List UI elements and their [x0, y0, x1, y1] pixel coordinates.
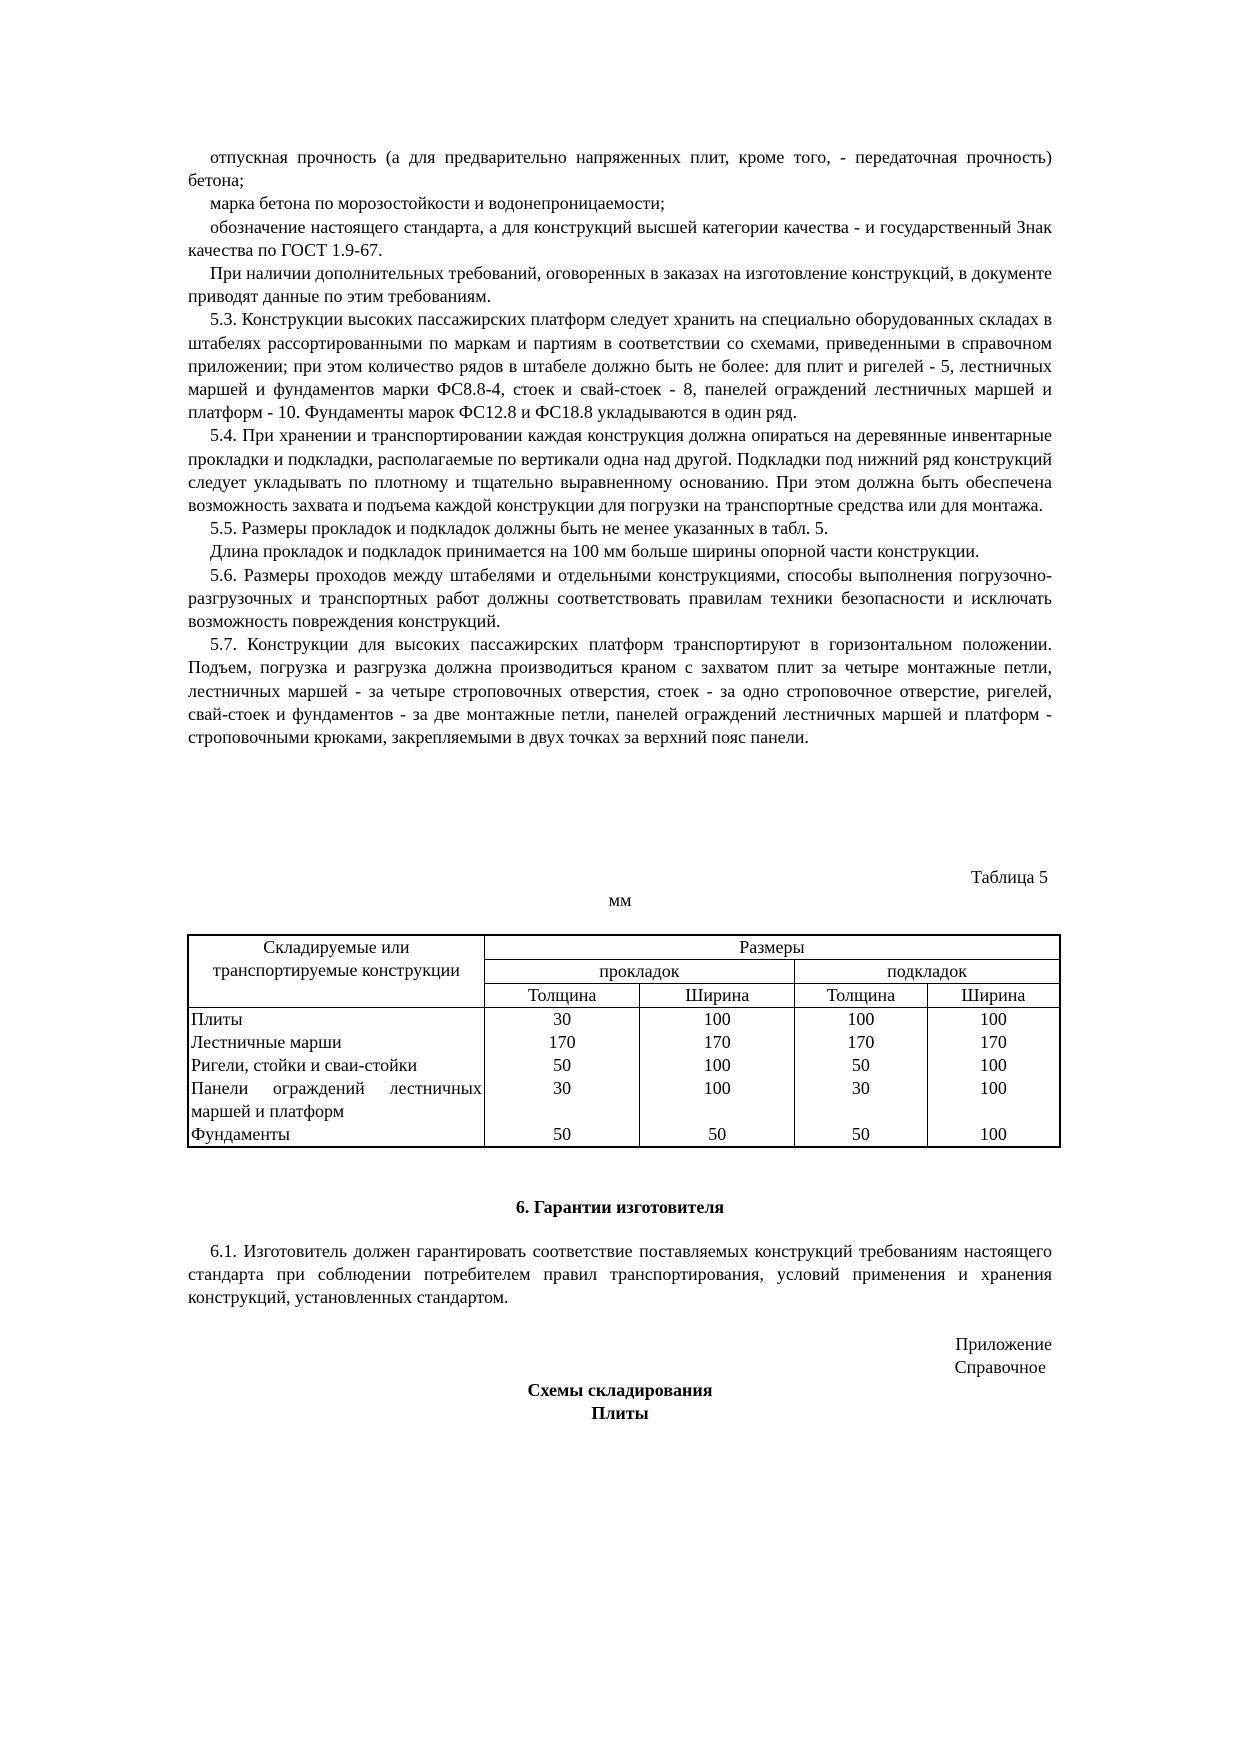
header-thickness: Толщина: [484, 984, 640, 1008]
header-sizes: Размеры: [484, 935, 1060, 960]
paragraph: 5.6. Размеры проходов между штабелями и отдельными конструкциями, способы выполнения погрузочно-разгрузочных и транспортных работ должны соответствовать правилам техники безопасности и исключать возможность повреждения конструкций.: [188, 564, 1052, 632]
appendix-label: Приложение: [955, 1334, 1052, 1354]
paragraph: 5.5. Размеры прокладок и подкладок должны быть не менее указанных в табл. 5.: [210, 518, 829, 539]
cell: 30: [484, 1008, 640, 1032]
cell: 50: [484, 1123, 640, 1147]
body-text: [188, 146, 1052, 749]
paragraph: Длина прокладок и подкладок принимается на 100 мм больше ширины опорной части конструкции.: [210, 541, 980, 562]
paragraph: отпускная прочность (а для предварительно напряженных плит, кроме того, - передаточная прочность) бетона;: [188, 147, 1052, 191]
cell: 170: [795, 1031, 928, 1054]
cell: 170: [484, 1031, 640, 1054]
section-text: [188, 1240, 1052, 1310]
header-width: Ширина: [640, 984, 795, 1008]
cell: 100: [927, 1123, 1060, 1147]
table-row: [188, 1077, 1060, 1123]
cell: 100: [927, 1008, 1060, 1032]
cell: 100: [640, 1077, 795, 1123]
dimensions-table: [187, 934, 1061, 1148]
header-podkladki: подкладок: [795, 960, 1060, 984]
cell-name: Ригели, стойки и сваи-стойки: [188, 1054, 484, 1077]
cell-name: Лестничные марши: [188, 1031, 484, 1054]
table-unit: мм: [608, 890, 632, 910]
cell: 50: [795, 1123, 928, 1147]
table-row: [188, 1031, 1060, 1054]
table-row: [188, 1123, 1060, 1147]
cell: 100: [927, 1054, 1060, 1077]
cell: 100: [640, 1054, 795, 1077]
appendix-type: Справочное: [954, 1357, 1046, 1377]
paragraph: 6.1. Изготовитель должен гарантировать соответствие поставляемых конструкций требованиям настоящего стандарта при соблюдении потребителем правил транспортирования, условий применения и хранения конструкций, установленных стандартом.: [188, 1241, 1052, 1308]
cell: 170: [640, 1031, 795, 1054]
paragraph: 5.3. Конструкции высоких пассажирских платформ следует хранить на специально оборудованных складах в штабелях рассортированными по маркам и партиям в соответствии со схемами, приведенными в справочном приложении; при этом количество рядов в штабеле должно быть не более: для плит и ригелей - 5, лестничных маршей и фундаментов марки ФС8.8-4, стоек и свай-стоек - 8, панелей ограждений лестничных маршей и платформ - 10. Фундаменты марок ФС12.8 и ФС18.8 укладываются в один ряд.: [188, 309, 1052, 423]
cell-name: Плиты: [188, 1008, 484, 1032]
appendix-subtitle: Плиты: [591, 1403, 649, 1423]
section-heading: 6. Гарантии изготовителя: [515, 1197, 725, 1217]
cell-name: Панели ограждений лестничных маршей и платформ: [188, 1077, 484, 1123]
cell: 170: [927, 1031, 1060, 1054]
paragraph: 5.4. При хранении и транспортировании каждая конструкция должна опираться на деревянные инвентарные прокладки и подкладки, располагаемые по вертикали одна над другой. Подкладки под нижний ряд конструкций следует укладывать по плотному и тщательно выравненному основанию. При этом должна быть обеспечена возможность захвата и подъема каждой конструкции для погрузки на транспортные средства или для монтажа.: [188, 425, 1052, 516]
header-prokladki: прокладок: [484, 960, 794, 984]
header-width: Ширина: [927, 984, 1060, 1008]
table-row: [188, 1008, 1060, 1032]
cell: 100: [795, 1008, 928, 1032]
cell: 50: [640, 1123, 795, 1147]
paragraph: обозначение настоящего стандарта, а для конструкций высшей категории качества - и государственный Знак качества по ГОСТ 1.9-67.: [188, 216, 1052, 260]
cell-name: Фундаменты: [188, 1123, 484, 1147]
table-caption: Таблица 5: [971, 867, 1048, 887]
header-thickness: Толщина: [795, 984, 928, 1008]
cell: 50: [484, 1054, 640, 1077]
paragraph: 5.7. Конструкции для высоких пассажирских платформ транспортируют в горизонтальном положении. Подъем, погрузка и разгрузка должна производиться краном с захватом плит за четыре монтажные петли, лестничных маршей - за четыре строповочных отверстия, стоек - за одно строповочное отверстие, ригелей, свай-стоек и фундаментов - за две монтажные петли, панелей ограждений лестничных маршей и платформ - строповочными крюками, закрепляемыми в двух точках за верхний пояс панели.: [188, 634, 1052, 748]
appendix-title: Схемы складирования: [527, 1380, 713, 1400]
cell: 100: [927, 1077, 1060, 1123]
header-constructions: Складируемые или транспортируемые конструкции: [188, 935, 484, 1008]
paragraph: марка бетона по морозостойкости и водонепроницаемости;: [210, 193, 665, 214]
cell: 30: [795, 1077, 928, 1123]
cell: 100: [640, 1008, 795, 1032]
cell: 30: [484, 1077, 640, 1123]
cell: 50: [795, 1054, 928, 1077]
table-row: [188, 1054, 1060, 1077]
paragraph: При наличии дополнительных требований, оговоренных в заказах на изготовление конструкций, в документе приводят данные по этим требованиям.: [188, 263, 1052, 307]
